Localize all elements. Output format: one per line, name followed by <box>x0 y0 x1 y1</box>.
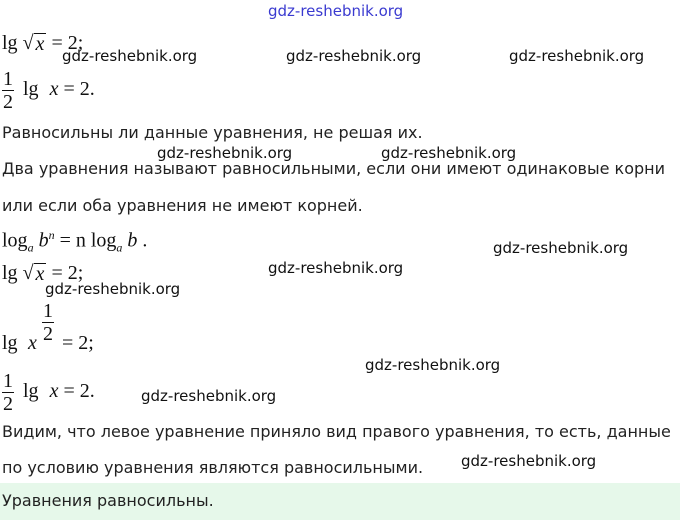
log-power-rule <box>2 228 147 256</box>
sqrt-x: √ x <box>22 262 45 285</box>
watermark: gdz-reshebnik.org <box>286 47 422 65</box>
lg-operator: lg <box>2 262 18 284</box>
watermark: gdz-reshebnik.org <box>493 239 629 257</box>
equation-half-lg-x-2 <box>2 370 95 415</box>
equals-two: = 2; <box>51 32 84 54</box>
var-b: b <box>38 229 49 252</box>
equation-half-lg-x <box>2 68 95 113</box>
equals-two: = 2; <box>51 262 84 284</box>
watermark: gdz-reshebnik.org <box>509 47 645 65</box>
watermark: gdz-reshebnik.org <box>365 356 501 374</box>
answer-box <box>0 483 680 520</box>
log-operator: log <box>2 229 28 252</box>
exponent-one-half <box>42 300 54 345</box>
base-a: a <box>116 240 123 255</box>
watermark: gdz-reshebnik.org <box>461 452 597 470</box>
answer-text: Уравнения равносильны. <box>2 491 214 510</box>
denominator: 2 <box>3 91 13 113</box>
numerator: 1 <box>43 300 53 322</box>
base-a: a <box>27 240 34 255</box>
equals-two: = 2; <box>62 332 94 354</box>
definition-line-2: или если оба уравнения не имеют корней. <box>2 196 363 215</box>
equals-two: = 2. <box>63 78 95 101</box>
watermark: gdz-reshebnik.org <box>157 144 293 162</box>
conclusion-line-2: по условию уравнения являются равносильными. <box>2 458 424 477</box>
lg-operator: lg <box>2 332 18 354</box>
sqrt-x: √ x <box>22 32 45 55</box>
numerator: 1 <box>3 370 13 392</box>
numerator: 1 <box>3 68 13 90</box>
exponent-n: n <box>48 228 55 242</box>
period: . <box>142 229 148 252</box>
var-x: x <box>49 78 59 101</box>
lg-operator: lg <box>23 380 39 403</box>
var-x: x <box>49 380 59 403</box>
denominator: 2 <box>3 393 13 415</box>
denominator: 2 <box>43 323 53 345</box>
equals-two: = 2. <box>63 380 95 403</box>
watermark: gdz-reshebnik.org <box>381 144 517 162</box>
var-x: x <box>35 263 45 285</box>
var-x: x <box>28 332 37 354</box>
conclusion-line-1: Видим, что левое уравнение приняло вид правого уравнения, то есть, данные <box>2 422 671 441</box>
question-text: Равносильны ли данные уравнения, не решая их. <box>2 123 423 142</box>
lg-operator: lg <box>23 78 39 101</box>
fraction-one-half <box>2 68 14 113</box>
rule-rhs: = n log <box>59 229 117 252</box>
watermark: gdz-reshebnik.org <box>45 280 181 298</box>
definition-line-1: Два уравнения называют равносильными, если они имеют одинаковые корни <box>2 159 665 178</box>
lg-operator: lg <box>2 32 18 54</box>
watermark: gdz-reshebnik.org <box>62 47 198 65</box>
var-b: b <box>127 229 138 252</box>
watermark: gdz-reshebnik.org <box>141 387 277 405</box>
watermark-top: gdz-reshebnik.org <box>268 2 404 20</box>
var-x: x <box>35 33 45 55</box>
watermark: gdz-reshebnik.org <box>268 259 404 277</box>
fraction-one-half <box>2 370 14 415</box>
